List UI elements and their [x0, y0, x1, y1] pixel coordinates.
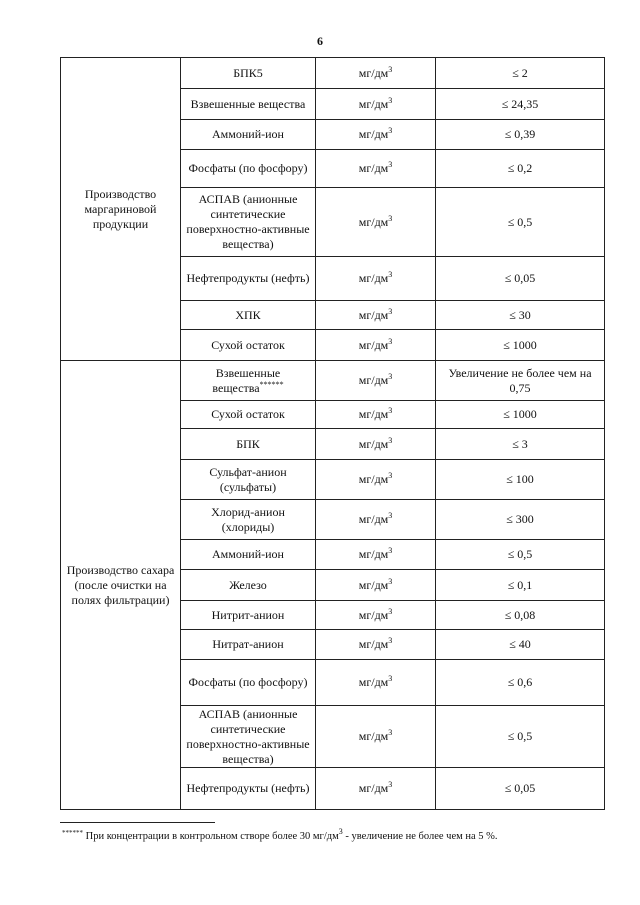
value-cell: ≤ 30: [436, 301, 605, 330]
value-cell: ≤ 0,5: [436, 706, 605, 768]
unit-cell: $мг/дм^3$: [316, 361, 436, 401]
indicator-cell: АСПАВ (анионные синтетические поверхностно-активные вещества): [181, 706, 316, 768]
indicator-cell: Хлорид-анион (хлориды): [181, 500, 316, 540]
indicator-cell: Сульфат-анион (сульфаты): [181, 460, 316, 500]
indicator-cell: Аммоний-ион: [181, 120, 316, 150]
value-cell: ≤ 0,05: [436, 768, 605, 810]
unit-cell: $мг/дм^3$: [316, 460, 436, 500]
unit-cell: $мг/дм^3$: [316, 429, 436, 460]
value-cell: ≤ 3: [436, 429, 605, 460]
indicator-cell: АСПАВ (анионные синтетические поверхностно-активные вещества): [181, 188, 316, 257]
value-cell: ≤ 0,05: [436, 257, 605, 301]
unit-cell: $мг/дм^3$: [316, 660, 436, 706]
value-cell: ≤ 0,08: [436, 601, 605, 630]
value-cell: ≤ 0,39: [436, 120, 605, 150]
group-name-margarine: Производство маргариновой продукции: [61, 58, 181, 361]
norms-table: [60, 57, 605, 810]
unit-cell: $мг/дм^3$: [316, 58, 436, 89]
value-cell: ≤ 0,6: [436, 660, 605, 706]
indicator-cell: БПК5: [181, 58, 316, 89]
value-cell: ≤ 1000: [436, 401, 605, 429]
indicator-cell: БПК: [181, 429, 316, 460]
unit-cell: $мг/дм^3$: [316, 768, 436, 810]
unit-cell: $мг/дм^3$: [316, 500, 436, 540]
footnote-mark: ******: [259, 379, 284, 389]
unit-cell: $мг/дм^3$: [316, 630, 436, 660]
value-cell: ≤ 0,5: [436, 540, 605, 570]
indicator-cell: Взвешенные вещества: [181, 89, 316, 120]
value-cell: ≤ 24,35: [436, 89, 605, 120]
unit-cell: $мг/дм^3$: [316, 150, 436, 188]
indicator-cell: Железо: [181, 570, 316, 601]
indicator-cell: Фосфаты (по фосфору): [181, 660, 316, 706]
unit-cell: $мг/дм^3$: [316, 257, 436, 301]
unit-cell: $мг/дм^3$: [316, 301, 436, 330]
indicator-cell: Нефтепродукты (нефть): [181, 257, 316, 301]
unit-cell: $мг/дм^3$: [316, 330, 436, 361]
footnote-divider: [60, 822, 215, 823]
value-cell: ≤ 100: [436, 460, 605, 500]
indicator-cell: Сухой остаток: [181, 330, 316, 361]
value-cell: ≤ 0,2: [436, 150, 605, 188]
value-cell: ≤ 2: [436, 58, 605, 89]
unit-cell: $мг/дм^3$: [316, 601, 436, 630]
unit-cell: $мг/дм^3$: [316, 120, 436, 150]
indicator-cell: Взвешенные вещества******: [181, 361, 316, 401]
footnote-mark: ******: [62, 829, 83, 837]
unit-cell: $мг/дм^3$: [316, 188, 436, 257]
page-number: 6: [317, 34, 323, 48]
group-name-sugar: Производство сахара (после очистки на полях фильтрации): [61, 361, 181, 810]
indicator-cell: Сухой остаток: [181, 401, 316, 429]
indicator-cell: ХПК: [181, 301, 316, 330]
unit-cell: $мг/дм^3$: [316, 706, 436, 768]
footnote: ****** При концентрации в контрольном створе более 30 $мг/дм^3$ - увеличение не более чем на 5 %.: [62, 827, 498, 842]
value-cell: ≤ 0,1: [436, 570, 605, 601]
unit-cell: $мг/дм^3$: [316, 401, 436, 429]
indicator-cell: Нефтепродукты (нефть): [181, 768, 316, 810]
value-cell: Увеличение не более чем на 0,75: [436, 361, 605, 401]
value-cell: ≤ 1000: [436, 330, 605, 361]
value-cell: ≤ 300: [436, 500, 605, 540]
indicator-cell: Нитрат-анион: [181, 630, 316, 660]
value-cell: ≤ 0,5: [436, 188, 605, 257]
indicator-cell: Аммоний-ион: [181, 540, 316, 570]
indicator-cell: Нитрит-анион: [181, 601, 316, 630]
indicator-cell: Фосфаты (по фосфору): [181, 150, 316, 188]
unit-cell: $мг/дм^3$: [316, 89, 436, 120]
unit-cell: $мг/дм^3$: [316, 570, 436, 601]
unit-cell: $мг/дм^3$: [316, 540, 436, 570]
value-cell: ≤ 40: [436, 630, 605, 660]
